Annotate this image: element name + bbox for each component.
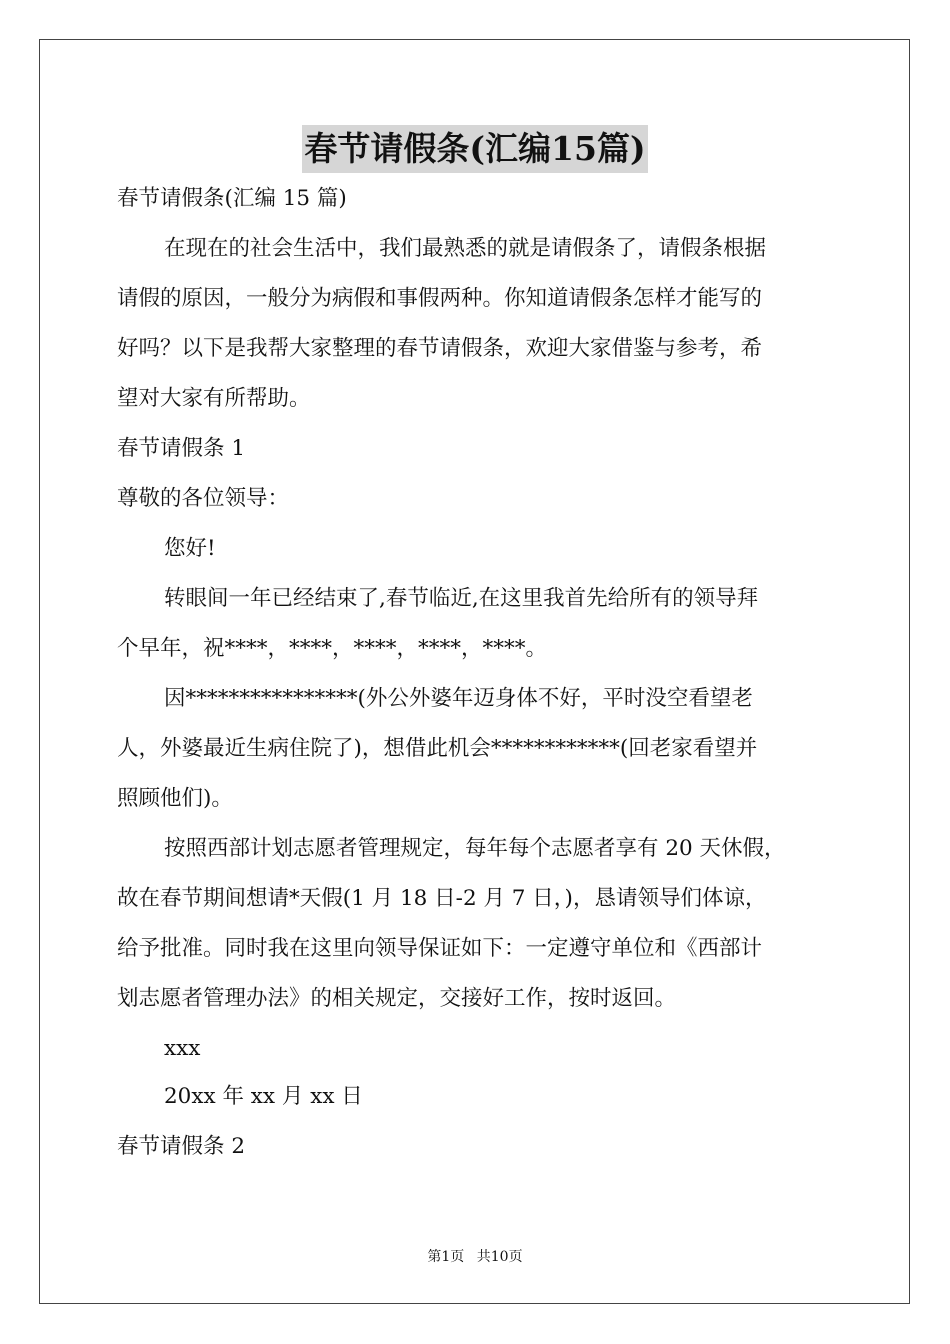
title-container: [0, 125, 950, 173]
paragraph-line: 好吗？以下是我帮大家整理的春节请假条，欢迎大家借鉴与参考，希: [117, 336, 763, 361]
paragraph-line: 请假的原因，一般分为病假和事假两种。你知道请假条怎样才能写的: [117, 286, 763, 311]
paragraph-line: 个早年，祝****，****，****，****，****。: [117, 636, 548, 661]
section-heading: 春节请假条 2: [117, 1134, 246, 1159]
paragraph-line: 人，外婆最近生病住院了)，想借此机会************(回老家看望并: [117, 736, 758, 761]
paragraph-line: 按照西部计划志愿者管理规定，每年每个志愿者享有 20 天休假，: [164, 836, 786, 861]
paragraph-line: 转眼间一年已经结束了,春节临近,在这里我首先给所有的领导拜: [164, 586, 759, 611]
paragraph-line: 给予批准。同时我在这里向领导保证如下：一定遵守单位和《西部计: [117, 936, 763, 961]
page-footer: [0, 1247, 950, 1267]
page-number: 第1页: [427, 1249, 465, 1265]
paragraph-line: 故在春节期间想请*天假(1 月 18 日-2 月 7 日，)，恳请领导们体谅，: [117, 886, 767, 911]
greeting: 您好!: [164, 536, 216, 561]
salutation: 尊敬的各位领导：: [117, 486, 290, 511]
subtitle-line: 春节请假条(汇编 15 篇): [117, 186, 347, 211]
paragraph-line: 因****************(外公外婆年迈身体不好，平时没空看望老: [164, 686, 753, 711]
signature-name: xxx: [164, 1036, 201, 1061]
paragraph-line: 照顾他们)。: [117, 786, 233, 811]
paragraph-line: 望对大家有所帮助。: [117, 386, 311, 411]
paragraph-line: 划志愿者管理办法》的相关规定，交接好工作，按时返回。: [117, 986, 677, 1011]
paragraph-line: 在现在的社会生活中，我们最熟悉的就是请假条了，请假条根据: [164, 236, 767, 261]
document-title: 春节请假条(汇编15篇): [302, 125, 647, 173]
section-heading: 春节请假条 1: [117, 436, 246, 461]
page-total: 共10页: [476, 1249, 523, 1265]
signature-date: 20xx 年 xx 月 xx 日: [164, 1084, 363, 1109]
page-border: [39, 39, 910, 1304]
